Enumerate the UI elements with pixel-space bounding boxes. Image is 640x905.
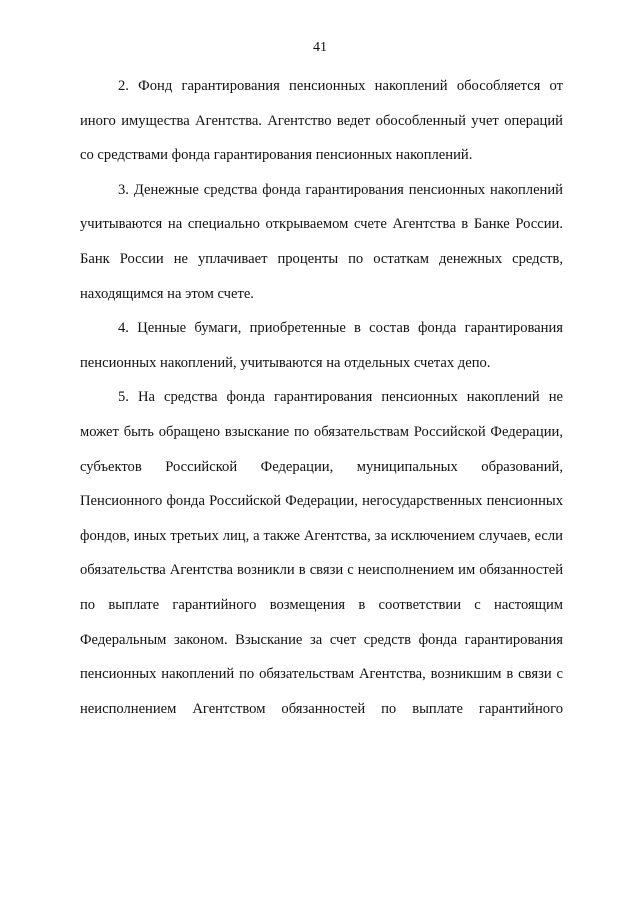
document-body	[80, 69, 563, 726]
page-number: 41	[313, 40, 327, 55]
paragraph-3: 3. Денежные средства фонда гарантирования пенсионных накоплений учитываются на специально открываемом счете Агентства в Банке России. Банк России не уплачивает проценты по остаткам денежных средств, находящимся на этом счете.	[80, 181, 563, 302]
paragraph-2: 2. Фонд гарантирования пенсионных накоплений обособляется от иного имущества Агентства. Агентство ведет обособленный учет операций со средствами фонда гарантирования пенсионных накоплений.	[80, 78, 563, 164]
paragraph-5: 5. На средства фонда гарантирования пенсионных накоплений не может быть обращено взыскание по обязательствам Российской Федерации, субъектов Российской Федерации, муниципальных образований, Пенсионного фонда Российской Федерации, негосударственных пенсионных фондов, иных третьих лиц, а также Агентства, за исключением случаев, если обязательства Агентства возникли в связи с неисполнением им обязанностей по выплате гарантийного возмещения в соответствии с настоящим Федеральным законом. Взыскание за счет средств фонда гарантирования пенсионных накоплений по обязательствам Агентства, возникшим в связи с неисполнением Агентством обязанностей по выплате гарантийного	[80, 389, 563, 717]
paragraph-4: 4. Ценные бумаги, приобретенные в состав фонда гарантирования пенсионных накоплений, учитываются на отдельных счетах депо.	[80, 320, 563, 371]
